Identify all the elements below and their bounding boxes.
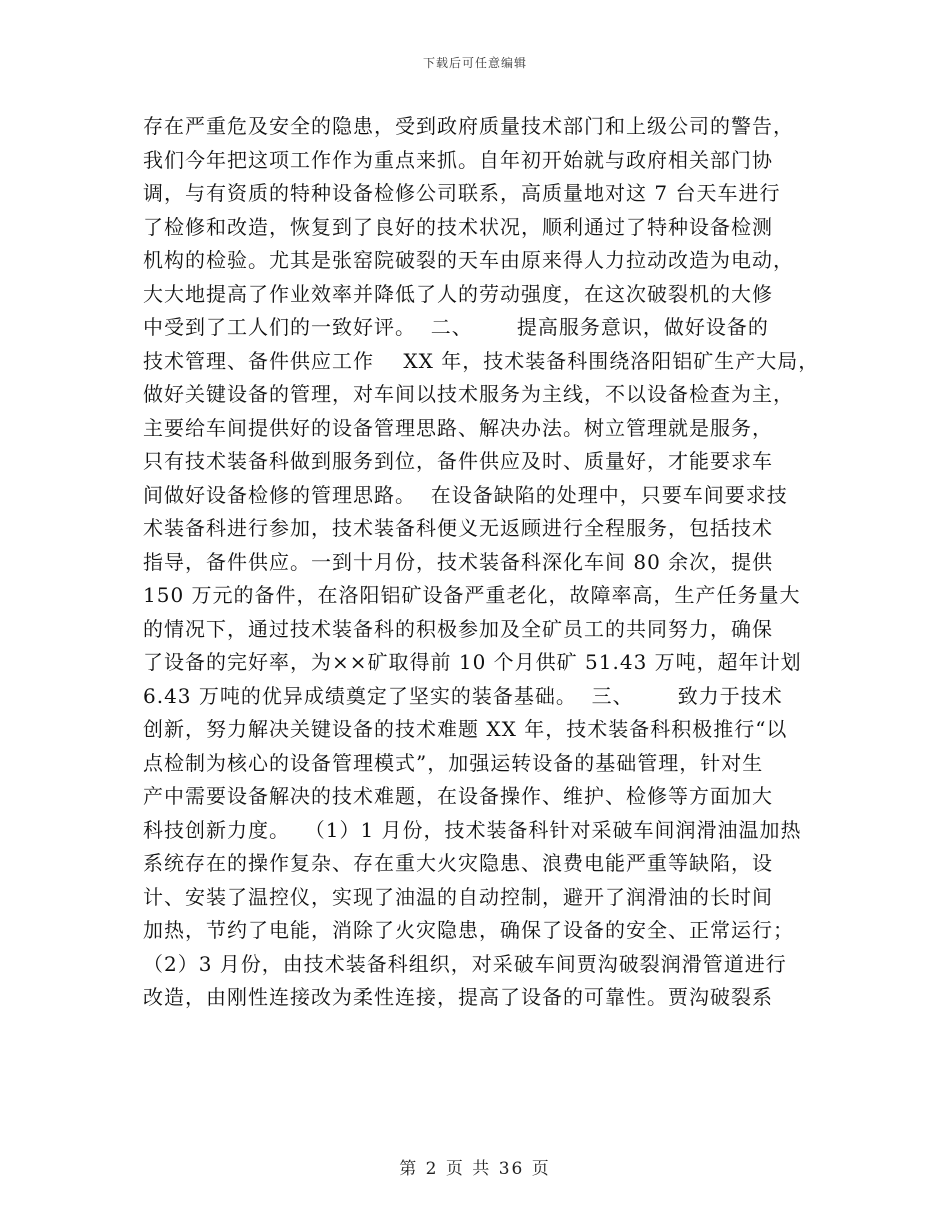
body-text-line: 大大地提高了作业效率并降低了人的劳动强度，在这次破裂机的大修 bbox=[143, 281, 773, 306]
body-text-line: 术装备科进行参加，技术装备科便义无返顾进行全程服务，包括技术 bbox=[143, 516, 773, 540]
body-text-line: 主要给车间提供好的设备管理思路、解决办法。树立管理就是服务， bbox=[143, 415, 773, 440]
body-text-line: 存在严重危及安全的隐患，受到政府质量技术部门和上级公司的警告， bbox=[143, 114, 794, 138]
body-text-line: 加热，节约了电能，消除了火灾隐患，确保了设备的安全、正常运行； bbox=[143, 918, 794, 942]
body-text-line: 中受到了工人们的一致好评。 二、 提高服务意识，做好设备的 bbox=[143, 315, 769, 339]
body-text-line: 点检制为核心的设备管理模式”，加强运转设备的基础管理，针对生 bbox=[143, 750, 764, 775]
body-text-line: 我们今年把这项工作作为重点来抓。自年初开始就与政府相关部门协 bbox=[143, 147, 773, 172]
body-text-line: 系统存在的操作复杂、存在重大火灾隐患、浪费电能严重等缺陷，设 bbox=[143, 851, 773, 875]
page-header: 下载后可任意编辑 bbox=[422, 56, 527, 70]
body-text-line: 了设备的完好率，为××矿取得前 10 个月供矿 51.43 万吨，超年计划 bbox=[143, 650, 802, 674]
body-text-line: 150 万元的备件，在洛阳铝矿设备严重老化，故障率高，生产任务量大 bbox=[143, 583, 801, 607]
body-text-line: 指导，备件供应。一到十月份，技术装备科深化车间 80 余次，提供 bbox=[143, 549, 774, 574]
body-text-line: 调，与有资质的特种设备检修公司联系，高质量地对这 7 台天车进行 bbox=[143, 181, 781, 205]
body-text-line: 间做好设备检修的管理思路。 在设备缺陷的处理中，只要车间要求技 bbox=[143, 482, 788, 507]
body-text-line: 科技创新力度。 （1）1 月份，技术装备科针对采破车间润滑油温加热 bbox=[143, 817, 802, 842]
body-text-line: （2）3 月份，由技术装备科组织，对采破车间贾沟破裂润滑管道进行 bbox=[143, 951, 787, 976]
document-body bbox=[143, 110, 820, 1015]
body-text-line: 产中需要设备解决的技术难题，在设备操作、维护、检修等方面加大 bbox=[143, 784, 773, 808]
body-text-line: 机构的检验。尤其是张窑院破裂的天车由原来得人力拉动改造为电动， bbox=[143, 248, 794, 272]
page-number-footer: 第 2 页 共 36 页 bbox=[399, 1159, 551, 1179]
body-text-line: 计、安装了温控仪，实现了油温的自动控制，避开了润滑油的长时间 bbox=[143, 884, 773, 909]
body-text-line: 的情况下，通过技术装备科的积极参加及全矿员工的共同努力，确保 bbox=[143, 616, 773, 641]
body-text-line: 只有技术装备科做到服务到位，备件供应及时、质量好，才能要求车 bbox=[143, 449, 773, 473]
body-text-line: 了检修和改造，恢复到了良好的技术状况，顺利通过了特种设备检测 bbox=[143, 214, 773, 239]
body-text-line: 6.43 万吨的优异成绩奠定了坚实的装备基础。 三、 致力于技术 bbox=[143, 683, 783, 708]
body-text-line: 做好关键设备的管理，对车间以技术服务为主线，不以设备检查为主， bbox=[143, 382, 794, 406]
body-text-line: 改造，由刚性连接改为柔性连接，提高了设备的可靠性。贾沟破裂系 bbox=[143, 985, 773, 1009]
body-text-line: 技术管理、备件供应工作 XX 年，技术装备科围绕洛阳铝矿生产大局， bbox=[143, 348, 820, 373]
body-text-line: 创新，努力解决关键设备的技术难题 XX 年，技术装备科积极推行“以 bbox=[143, 717, 788, 741]
